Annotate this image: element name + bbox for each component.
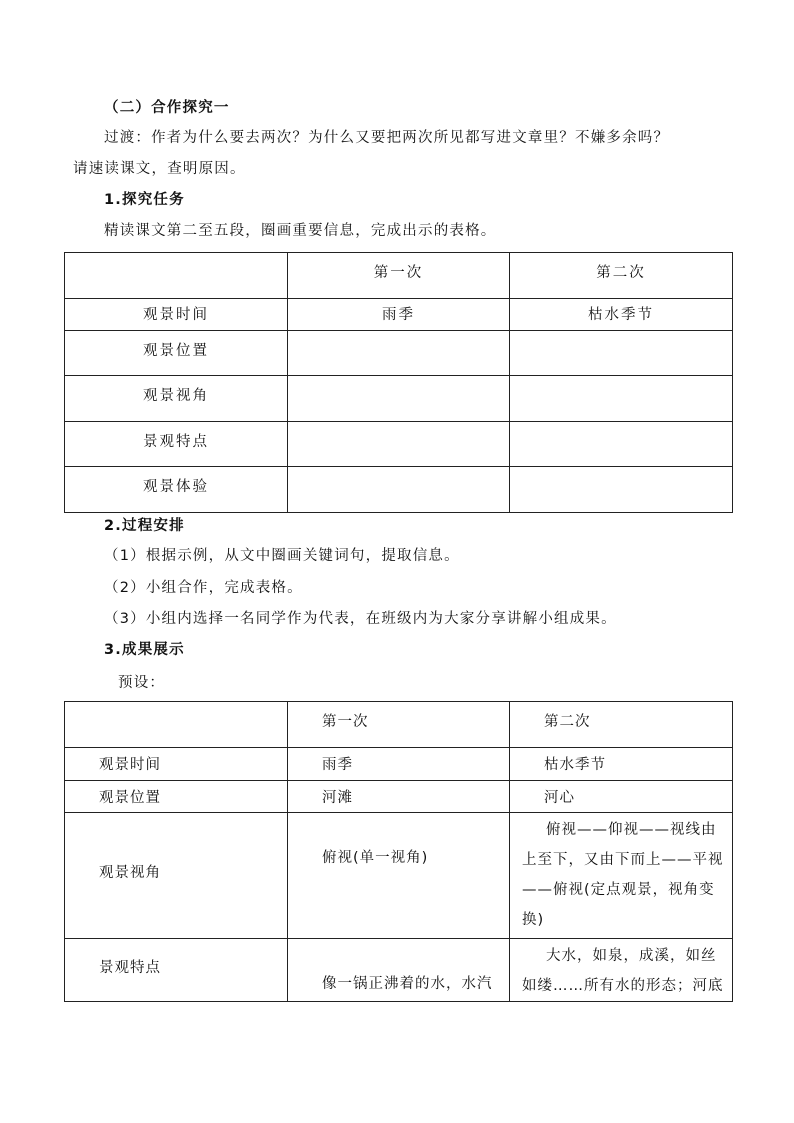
row-label: 观景视角 xyxy=(65,813,288,939)
process-step-3: （3）小组内选择一名同学作为代表，在班级内为大家分享讲解小组成果。 xyxy=(104,611,617,627)
table-cell xyxy=(288,467,510,513)
table-cell xyxy=(510,422,733,467)
table-cell xyxy=(510,939,733,1002)
table-cell xyxy=(288,331,510,376)
row-label: 观景体验 xyxy=(65,467,288,513)
task-heading: 1.探究任务 xyxy=(104,192,185,208)
table-cell xyxy=(288,422,510,467)
table-row xyxy=(65,299,733,331)
observation-table-blank xyxy=(64,252,733,513)
row-label: 观景时间 xyxy=(65,299,288,331)
table-row xyxy=(65,376,733,422)
table-cell xyxy=(510,813,733,939)
cell-text: 大水，如泉，成溪，如丝如缕……所有水的形态；河底 xyxy=(522,948,724,994)
table-row xyxy=(65,331,733,376)
transition-line-1: 过渡：作者为什么要去两次？为什么又要把两次所见都写进文章里？不嫌多余吗？ xyxy=(104,130,670,146)
row-label: 景观特点 xyxy=(65,939,288,1002)
row-label: 观景时间 xyxy=(65,748,288,781)
row-label: 观景视角 xyxy=(65,376,288,422)
table-header-cell: 第一次 xyxy=(288,253,510,299)
table-cell: 雨季 xyxy=(288,748,510,781)
table-cell: 枯水季节 xyxy=(510,748,733,781)
table-cell: 俯视(单一视角) xyxy=(288,813,510,939)
section-heading: （二）合作探究一 xyxy=(104,100,230,116)
table-cell: 河心 xyxy=(510,781,733,813)
table-header-row xyxy=(65,253,733,299)
row-label: 景观特点 xyxy=(65,422,288,467)
process-step-2: （2）小组合作，完成表格。 xyxy=(104,580,303,596)
row-label: 观景位置 xyxy=(65,331,288,376)
results-heading: 3.成果展示 xyxy=(104,642,185,658)
table-cell xyxy=(510,331,733,376)
row-label: 观景位置 xyxy=(65,781,288,813)
table-cell: 枯水季节 xyxy=(510,299,733,331)
process-step-1: （1）根据示例，从文中圈画关键词句，提取信息。 xyxy=(104,548,460,564)
task-instruction: 精读课文第二至五段，圈画重要信息，完成出示的表格。 xyxy=(104,223,497,239)
table-row xyxy=(65,748,733,781)
table-header-cell: 第一次 xyxy=(288,702,510,748)
table-cell: 像一锅正沸着的水，水汽 xyxy=(288,939,510,1002)
table-cell: 河滩 xyxy=(288,781,510,813)
table-cell xyxy=(510,376,733,422)
observation-table-preset xyxy=(64,701,733,1002)
table-row xyxy=(65,813,733,939)
cell-text: 俯视——仰视——视线由上至下，又由下而上——平视——俯视(定点观景，视角变换) xyxy=(522,822,724,928)
table-header-cell: 第二次 xyxy=(510,253,733,299)
table-header-cell xyxy=(65,253,288,299)
table-row xyxy=(65,467,733,513)
table-row xyxy=(65,939,733,1002)
preset-label: 预设： xyxy=(118,675,166,691)
table-header-cell xyxy=(65,702,288,748)
table-cell xyxy=(510,467,733,513)
transition-line-2: 请速读课文，查明原因。 xyxy=(73,161,246,177)
table-row xyxy=(65,422,733,467)
table-cell xyxy=(288,376,510,422)
table-header-cell: 第二次 xyxy=(510,702,733,748)
table-cell: 雨季 xyxy=(288,299,510,331)
process-heading: 2.过程安排 xyxy=(104,518,185,534)
table-header-row xyxy=(65,702,733,748)
table-row xyxy=(65,781,733,813)
